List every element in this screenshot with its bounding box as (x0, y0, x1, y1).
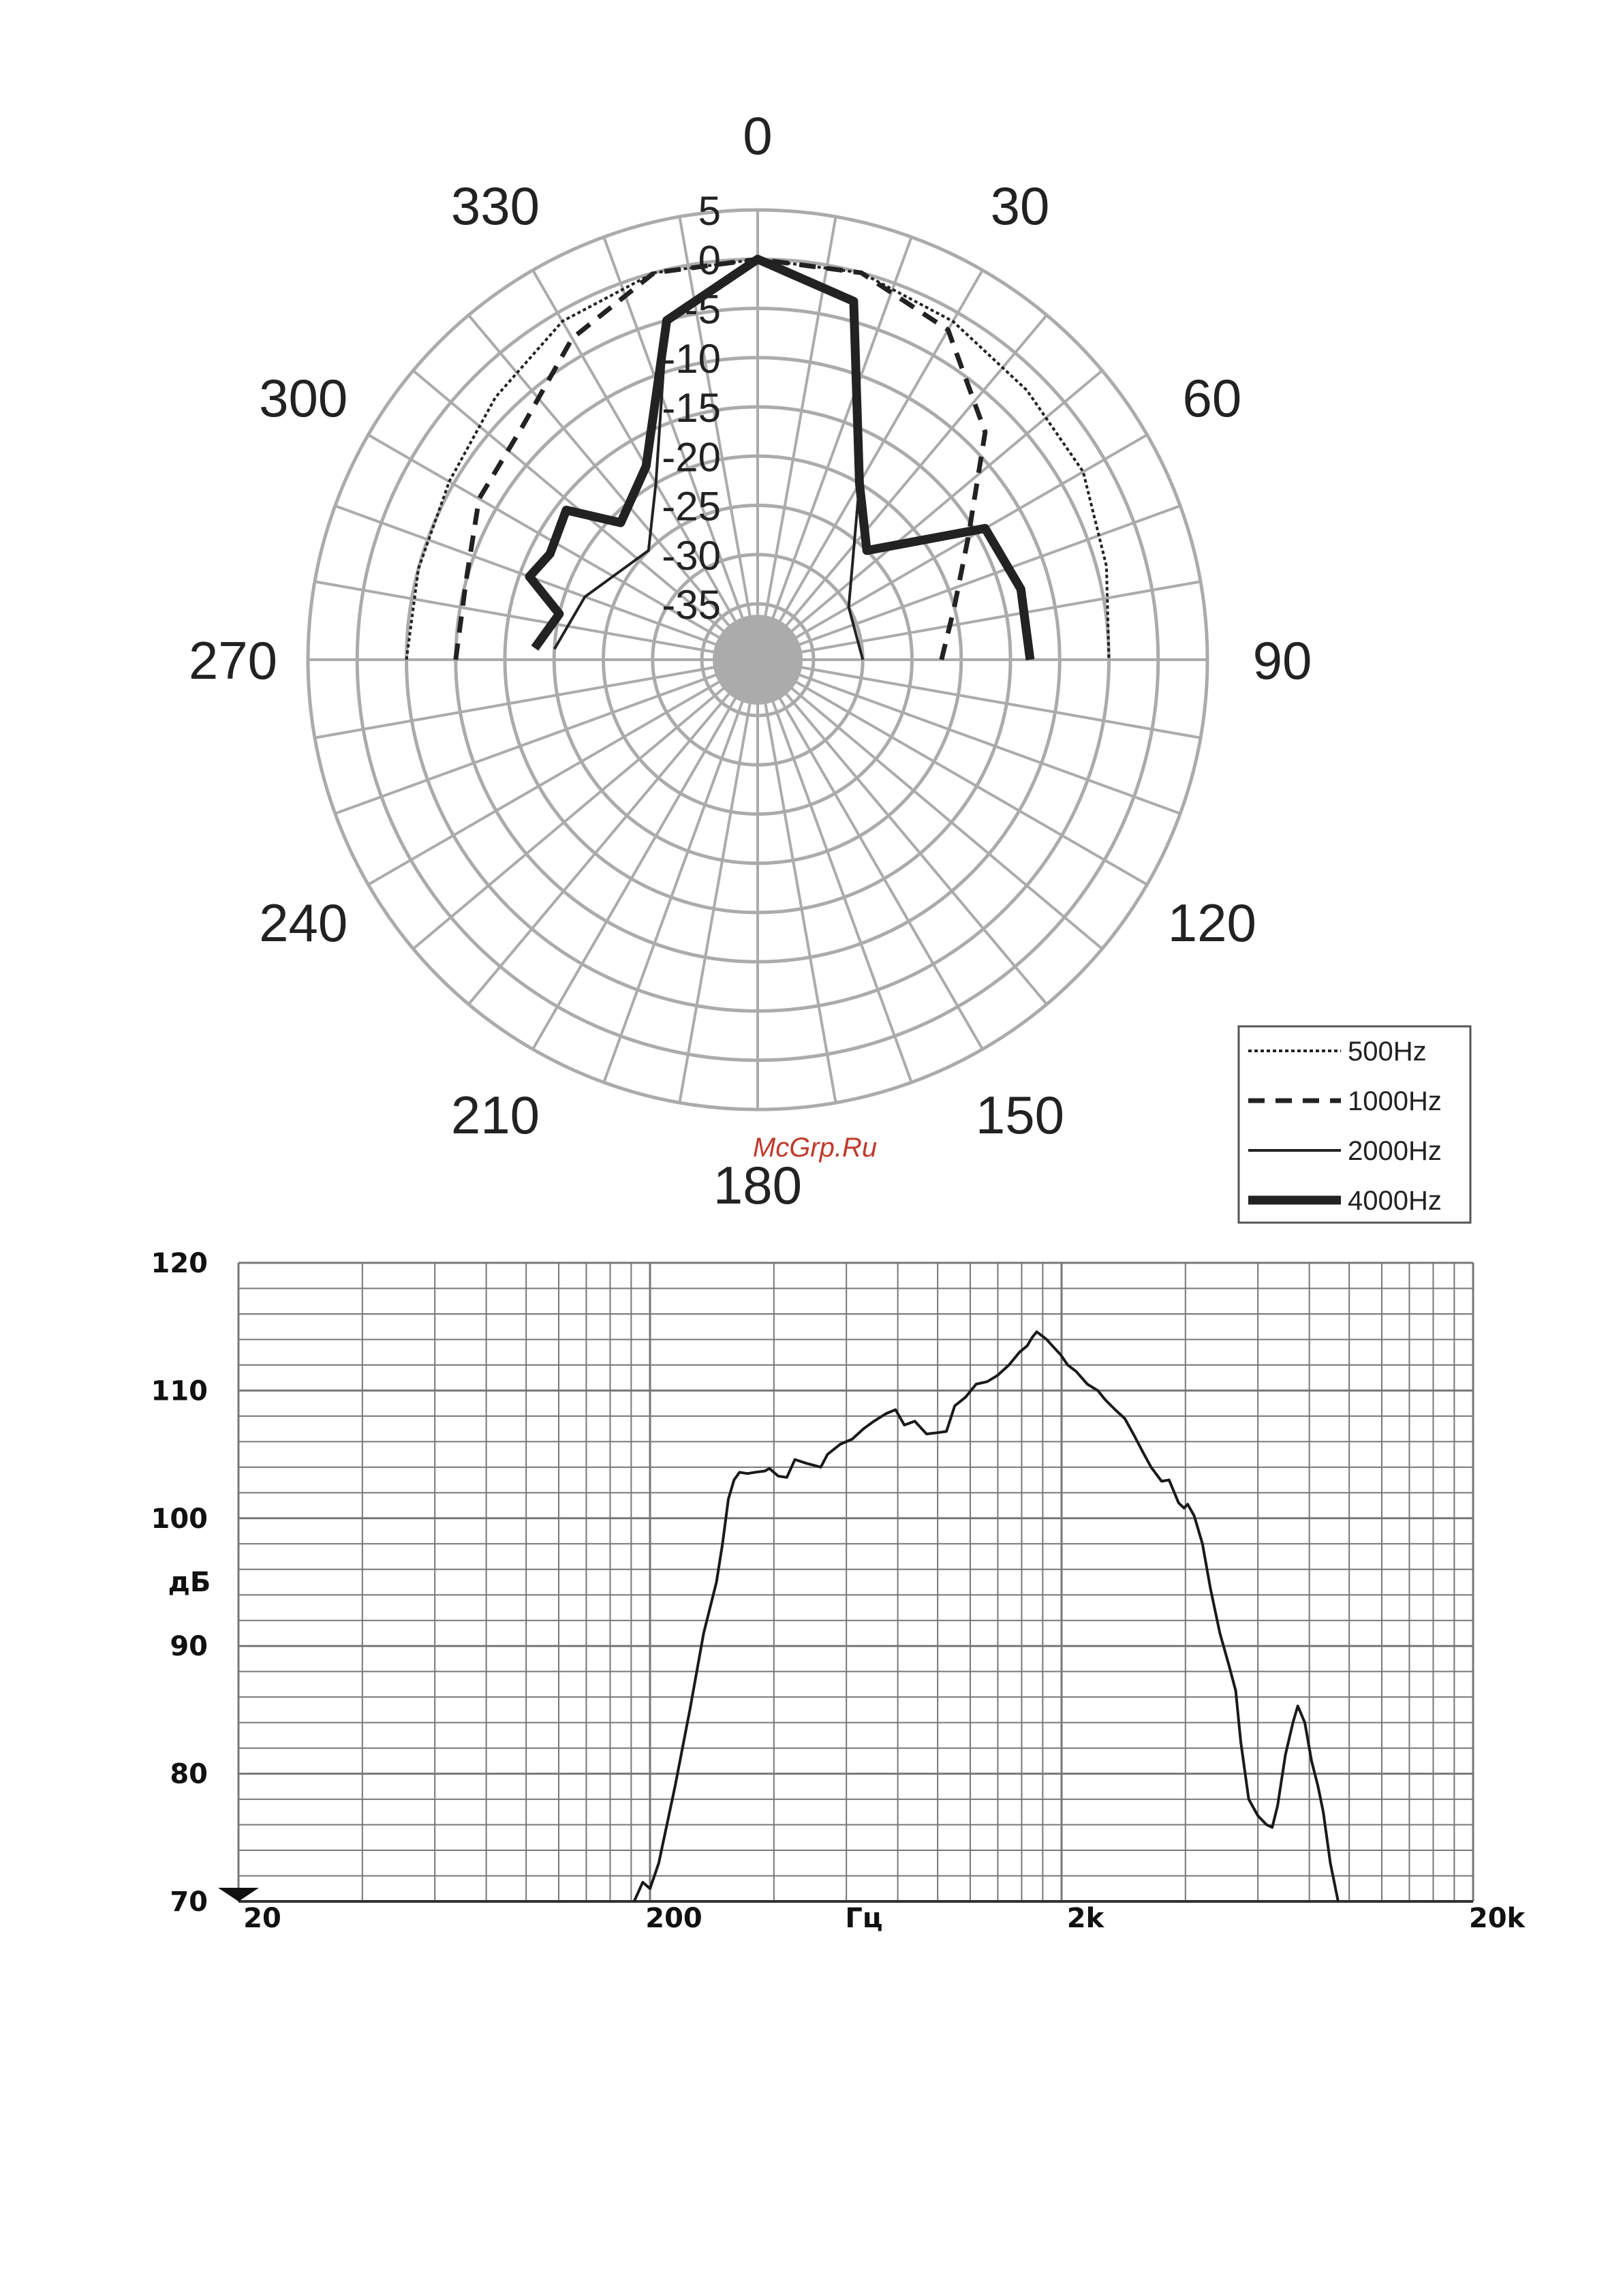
fr-x-tick-label: 20k (1468, 1903, 1526, 1934)
polar-angle-label: 180 (713, 1155, 803, 1215)
fr-xlabel: Гц (845, 1903, 883, 1934)
polar-angle-label: 270 (188, 630, 278, 690)
fr-y-tick-label: 90 (170, 1631, 208, 1663)
fr-x-tick-label: 2k (1066, 1903, 1104, 1934)
fr-x-tick-label: 20 (243, 1903, 281, 1934)
polar-angle-label: 30 (990, 176, 1050, 236)
polar-angle-label: 300 (259, 368, 348, 428)
watermark: McGrp.Ru (752, 1133, 878, 1163)
polar-angle-label: 210 (450, 1084, 540, 1145)
polar-ring-label: -10 (662, 335, 721, 382)
polar-angle-label: 240 (259, 893, 348, 953)
legend-label: 1000Hz (1348, 1086, 1442, 1116)
polar-angle-label: 330 (450, 176, 540, 236)
polar-angle-label: 0 (743, 106, 773, 166)
polar-angle-label: 150 (975, 1084, 1065, 1145)
polar-ring-labels (662, 188, 721, 628)
fr-ylabel: дБ (168, 1567, 211, 1598)
polar-angle-label: 90 (1252, 630, 1312, 690)
polar-angle-label: 120 (1167, 893, 1256, 953)
polar-ring-label: 0 (698, 237, 721, 284)
polar-ring-label: -15 (662, 385, 721, 431)
fr-y-tick-label: 80 (170, 1758, 208, 1790)
fr-y-tick-label: 70 (170, 1886, 208, 1918)
polar-ring-label: -30 (662, 532, 721, 579)
polar-ring-label: 5 (698, 188, 721, 234)
polar-ring-label: -35 (662, 582, 721, 628)
fr-y-tick-label: 120 (151, 1248, 208, 1279)
fr-grid (238, 1263, 1473, 1901)
polar-grid (308, 210, 1207, 1109)
polar-ring-label: -25 (662, 483, 721, 530)
fr-y-tick-label: 110 (151, 1375, 208, 1407)
legend-label: 2000Hz (1348, 1136, 1442, 1166)
polar-ring-label: -5 (684, 286, 721, 333)
frequency-response-chart (151, 1248, 1526, 1934)
fr-x-tick-label: 200 (645, 1903, 702, 1934)
polar-center-hub (713, 615, 803, 705)
fr-y-tick-label: 100 (151, 1503, 208, 1535)
polar-directivity-chart (189, 106, 1312, 1215)
legend-label: 4000Hz (1348, 1186, 1442, 1216)
polar-ring-label: -20 (662, 434, 721, 480)
polar-angle-label: 60 (1182, 368, 1242, 428)
origin-marker (218, 1888, 259, 1901)
fr-response-curve (634, 1332, 1338, 1901)
legend (1239, 1026, 1470, 1223)
fr-tick-labels (151, 1248, 1526, 1934)
legend-label: 500Hz (1348, 1037, 1427, 1067)
